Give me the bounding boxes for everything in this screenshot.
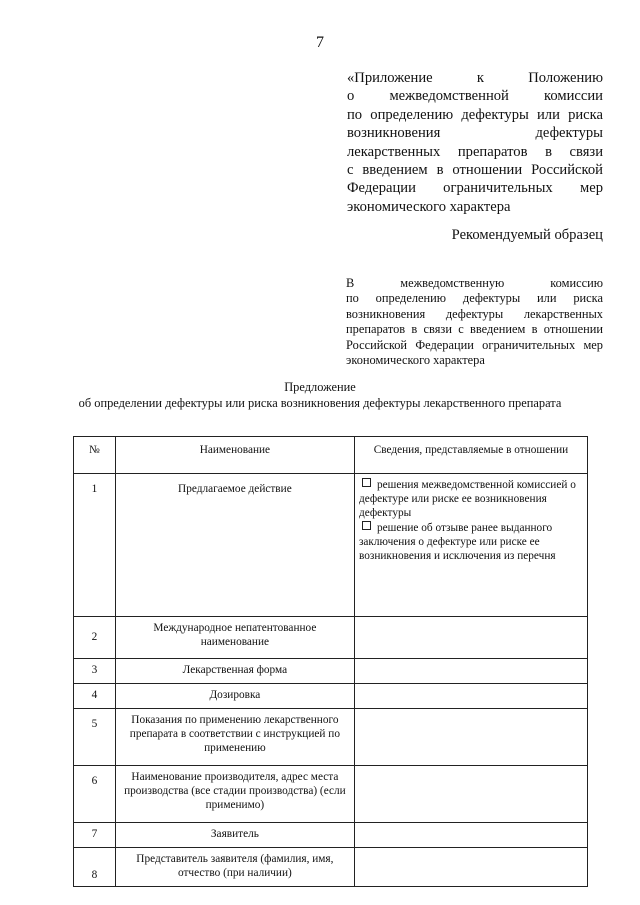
appendix-reference	[347, 69, 603, 216]
header-number: №	[74, 437, 116, 474]
appendix-line: с введением в отношении Российской	[347, 162, 603, 179]
option-decision	[359, 478, 583, 521]
appendix-line: Федерации ограничительных мер	[347, 180, 603, 197]
addressee-line: экономического характера	[346, 353, 485, 368]
addressee-line: по определению дефектуры или риска	[346, 291, 603, 306]
addressee-line: препаратов в связи с введением в отношении	[346, 322, 603, 337]
addressee-line: Российской Федерации ограничительных мер	[346, 337, 603, 352]
table-row	[74, 823, 588, 848]
checkbox[interactable]	[362, 478, 371, 487]
row-number: 5	[74, 709, 116, 766]
row-number: 3	[74, 659, 116, 684]
addressee-line: В межведомственную комиссию	[346, 276, 603, 290]
row-number: 8	[74, 848, 116, 887]
table-header-row	[74, 437, 588, 474]
row-name: Наименование производителя, адрес места производства (все стадии производства) (если применимо)	[115, 766, 354, 823]
option-label: решения межведомственной комиссией о дефектуре или риске ее возникновения дефектуры	[358, 479, 576, 520]
document-subtitle: об определении дефектуры или риска возникновения дефектуры лекарственного препарата	[78, 396, 562, 410]
table-row	[74, 659, 588, 684]
row-info-empty[interactable]	[354, 684, 587, 709]
appendix-line: возникновения дефектуры	[347, 125, 603, 142]
row-info-empty[interactable]	[354, 659, 587, 684]
checkbox[interactable]	[362, 521, 371, 530]
appendix-line: экономического характера	[347, 198, 511, 215]
row-number: 4	[74, 684, 116, 709]
row-info-empty[interactable]	[354, 848, 587, 887]
row-name: Представитель заявителя (фамилия, имя, отчество (при наличии)	[115, 848, 354, 887]
row-info-empty[interactable]	[354, 823, 587, 848]
table-row	[74, 617, 588, 659]
option-label: решение об отзыве ранее выданного заключения о дефектуре или риске ее возникновения и исключения из перечня	[358, 521, 556, 563]
table-row	[74, 684, 588, 709]
row-name: Заявитель	[115, 823, 354, 848]
option-withdrawal	[359, 521, 583, 564]
row-name: Международное непатентованное наименование	[115, 617, 354, 659]
table-row	[74, 709, 588, 766]
appendix-line: «Приложение к Положению	[347, 70, 603, 86]
row-info-empty[interactable]	[354, 766, 587, 823]
row-number: 1	[74, 474, 116, 617]
proposal-table	[73, 436, 588, 887]
table-row	[74, 766, 588, 823]
document-title: Предложение	[284, 380, 356, 394]
appendix-line: лекарственных препаратов в связи	[347, 143, 603, 160]
addressee-block	[346, 276, 603, 368]
appendix-line: по определению дефектуры или риска	[347, 106, 603, 123]
page-number: 7	[316, 34, 324, 51]
header-info: Сведения, представляемые в отношении	[354, 437, 587, 474]
row-number: 2	[74, 617, 116, 659]
table-row	[74, 474, 588, 617]
row-number: 7	[74, 823, 116, 848]
row-name: Показания по применению лекарственного препарата в соответствии с инструкцией по применению	[115, 709, 354, 766]
row-name: Предлагаемое действие	[115, 474, 354, 617]
appendix-line: о межведомственной комиссии	[347, 88, 603, 105]
table-row	[74, 848, 588, 887]
addressee-line: возникновения дефектуры лекарственных	[346, 306, 603, 321]
row-info-empty[interactable]	[354, 617, 587, 659]
header-name: Наименование	[115, 437, 354, 474]
row-number: 6	[74, 766, 116, 823]
row-name: Дозировка	[115, 684, 354, 709]
sample-note: Рекомендуемый образец	[451, 227, 603, 243]
row-info-empty[interactable]	[354, 709, 587, 766]
row-info	[354, 474, 587, 617]
row-name: Лекарственная форма	[115, 659, 354, 684]
